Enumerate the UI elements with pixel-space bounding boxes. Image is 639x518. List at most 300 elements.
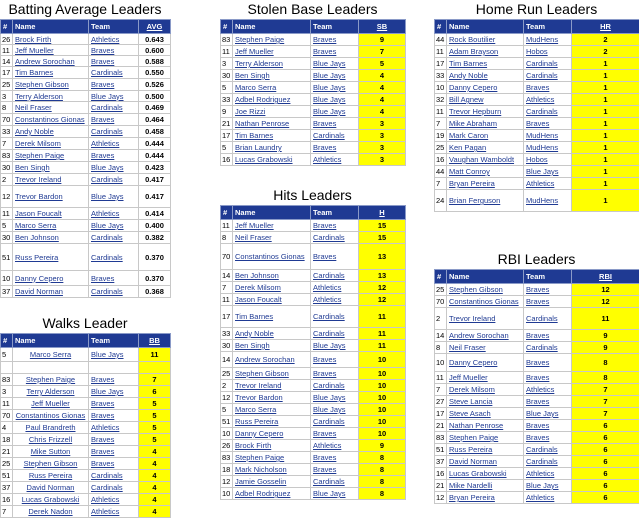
cell-team[interactable]: Athletics — [524, 178, 572, 190]
cell-name[interactable]: Terry Alderson — [13, 386, 89, 398]
table-row — [435, 118, 639, 130]
cell-team[interactable]: Braves — [524, 372, 572, 384]
cell-number: 10 — [435, 82, 447, 94]
cell-team[interactable]: Braves — [311, 244, 359, 270]
cell-team[interactable]: Braves — [311, 464, 359, 476]
cell-team[interactable]: Blue Jays — [311, 94, 359, 106]
column-header-team[interactable]: Team — [311, 206, 359, 220]
cell-team[interactable]: Braves — [524, 118, 572, 130]
column-header-name[interactable]: Name — [13, 20, 89, 34]
table-row — [1, 220, 171, 232]
cell-team[interactable]: Braves — [524, 432, 572, 444]
cell-name[interactable]: Constantinos Gionas — [13, 410, 89, 422]
cell-team[interactable]: Braves — [311, 46, 359, 58]
cell-name[interactable]: Bryan Pereira — [447, 492, 524, 504]
cell-name[interactable]: Mike Nardelli — [447, 480, 524, 492]
column-header-name[interactable]: Name — [13, 334, 89, 348]
cell-stat: 4 — [139, 482, 171, 494]
cell-stat: 0.414 — [139, 208, 171, 220]
cell-team[interactable]: Blue Jays — [89, 386, 139, 398]
cell-number: 25 — [435, 142, 447, 154]
cell-name[interactable]: Marco Serra — [233, 82, 311, 94]
cell-team[interactable]: Athletics — [311, 294, 359, 306]
cell-team[interactable]: Braves — [311, 220, 359, 232]
cell-name[interactable]: Mike Abraham — [447, 118, 524, 130]
cell-team[interactable]: Cardinals — [89, 126, 139, 138]
table-row — [1, 91, 171, 102]
column-header-team[interactable]: Team — [89, 334, 139, 348]
cell-team[interactable]: Braves — [311, 368, 359, 380]
cell-stat: 1 — [572, 106, 639, 118]
cell-name[interactable]: Nathan Penrose — [233, 118, 311, 130]
cell-name[interactable]: Lucas Grabowski — [233, 154, 311, 166]
cell-stat: 7 — [359, 46, 406, 58]
cell-team[interactable]: Blue Jays — [524, 480, 572, 492]
cell-team[interactable]: Braves — [89, 398, 139, 410]
column-header-number[interactable]: # — [221, 206, 233, 220]
cell-number: 25 — [221, 368, 233, 380]
cell-team[interactable]: Athletics — [524, 468, 572, 480]
cell-name[interactable]: Trevor Ireland — [233, 380, 311, 392]
cell-team[interactable]: Cardinals — [89, 470, 139, 482]
cell-name[interactable]: Andrew Sorochan — [13, 56, 89, 67]
cell-name[interactable]: Ben Johnson — [13, 232, 89, 244]
cell-team[interactable]: Braves — [524, 420, 572, 432]
cell-name[interactable]: Andrew Sorochan — [447, 330, 524, 342]
cell-team[interactable]: Braves — [311, 34, 359, 46]
cell-stat: 12 — [359, 294, 406, 306]
cell-team[interactable]: Blue Jays — [311, 340, 359, 352]
cell-team[interactable]: Braves — [311, 142, 359, 154]
cell-team[interactable]: Hobos — [524, 154, 572, 166]
cell-name[interactable]: Andy Noble — [233, 328, 311, 340]
table-row — [1, 410, 171, 422]
cell-name[interactable]: Russ Pereira — [13, 244, 89, 271]
cell-name[interactable]: Brock Firth — [13, 34, 89, 45]
table-row — [435, 456, 639, 468]
table-row — [1, 34, 171, 45]
cell-team[interactable]: Braves — [89, 114, 139, 126]
cell-team[interactable]: Athletics — [524, 94, 572, 106]
cell-name[interactable]: Jason Foucalt — [13, 208, 89, 220]
cell-name[interactable]: Stephen Gibson — [13, 458, 89, 470]
cell-name[interactable]: Lucas Grabowski — [13, 494, 89, 506]
cell-stat: 4 — [139, 458, 171, 470]
cell-name[interactable]: Ben Singh — [13, 162, 89, 174]
cell-team[interactable]: MudHens — [524, 142, 572, 154]
cell-team[interactable]: Braves — [524, 296, 572, 308]
cell-stat: 11 — [139, 348, 171, 362]
table-row — [1, 482, 171, 494]
cell-name[interactable]: Matt Conroy — [447, 166, 524, 178]
table-row — [221, 416, 406, 428]
cell-name[interactable]: Neil Fraser — [447, 342, 524, 354]
table-row — [1, 150, 171, 162]
cell-team[interactable]: Braves — [311, 452, 359, 464]
table-row — [221, 70, 406, 82]
cell-stat: 11 — [359, 340, 406, 352]
column-header-team[interactable]: Team — [524, 20, 572, 34]
cell-name[interactable]: Lucas Grabowski — [447, 468, 524, 480]
table-row — [435, 432, 639, 444]
cell-name[interactable]: Nathan Penrose — [447, 420, 524, 432]
cell-team[interactable]: Athletics — [311, 154, 359, 166]
cell-team[interactable]: Braves — [89, 374, 139, 386]
cell-name[interactable]: Stephen Paige — [233, 34, 311, 46]
table-row — [221, 46, 406, 58]
column-header-name[interactable]: Name — [447, 20, 524, 34]
cell-team[interactable]: Braves — [89, 45, 139, 56]
cell-name[interactable]: Neil Fraser — [13, 102, 89, 114]
column-header-name[interactable]: Name — [233, 206, 311, 220]
cell-team[interactable]: Blue Jays — [524, 166, 572, 178]
cell-team[interactable]: Braves — [89, 56, 139, 67]
cell-name[interactable]: Derek Nadon — [13, 506, 89, 518]
cell-team[interactable]: Cardinals — [311, 476, 359, 488]
cell-number: 83 — [1, 150, 13, 162]
cell-team[interactable]: Blue Jays — [311, 488, 359, 500]
cell-team[interactable]: Blue Jays — [89, 220, 139, 232]
cell-name[interactable]: Bill Agnew — [447, 94, 524, 106]
table-row — [221, 82, 406, 94]
column-header-number[interactable]: # — [435, 270, 447, 284]
cell-name[interactable]: Brock Firth — [233, 440, 311, 452]
cell-stat: 2 — [572, 46, 639, 58]
cell-name[interactable]: Stephen Gibson — [13, 79, 89, 91]
cell-number: 30 — [1, 162, 13, 174]
cell-team[interactable]: Braves — [311, 428, 359, 440]
cell-team[interactable]: Athletics — [89, 422, 139, 434]
cell-name[interactable]: Jeff Mueller — [13, 45, 89, 56]
cell-stat: 4 — [359, 82, 406, 94]
cell-team[interactable]: MudHens — [524, 190, 572, 212]
cell-stat: 9 — [572, 342, 639, 354]
cell-team[interactable]: Cardinals — [524, 58, 572, 70]
cell-name[interactable]: Jeff Mueller — [233, 220, 311, 232]
cell-name[interactable]: Trevor Ireland — [13, 174, 89, 186]
cell-team[interactable]: Cardinals — [311, 130, 359, 142]
cell-name[interactable]: Stephen Paige — [447, 432, 524, 444]
cell-team[interactable]: Blue Jays — [311, 70, 359, 82]
column-header-team[interactable]: Team — [311, 20, 359, 34]
cell-name[interactable]: Russ Pereira — [233, 416, 311, 428]
cell-team[interactable]: MudHens — [524, 130, 572, 142]
cell-stat: 4 — [359, 70, 406, 82]
cell-number: 12 — [221, 392, 233, 404]
cell-stat: 1 — [572, 82, 639, 94]
cell-name[interactable]: Marco Serra — [13, 220, 89, 232]
column-header-stat[interactable]: AVG — [139, 20, 171, 34]
cell-name[interactable]: Brian Laundry — [233, 142, 311, 154]
cell-name[interactable]: Ben Singh — [233, 70, 311, 82]
cell-stat: 7 — [572, 408, 639, 420]
cell-name[interactable]: Jeff Mueller — [13, 398, 89, 410]
table-row — [221, 270, 406, 282]
cell-name[interactable]: Derek Milsom — [233, 282, 311, 294]
cell-name[interactable]: Tim Barnes — [447, 58, 524, 70]
cell-name[interactable]: Ken Pagan — [447, 142, 524, 154]
cell-name[interactable]: Rock Boutilier — [447, 34, 524, 46]
table-row — [221, 118, 406, 130]
column-header-stat[interactable]: RBI — [572, 270, 639, 284]
cell-name[interactable]: Adam Brayson — [447, 46, 524, 58]
cell-number: 5 — [1, 348, 13, 362]
column-header-number[interactable]: # — [435, 20, 447, 34]
cell-stat: 6 — [572, 492, 639, 504]
cell-number: 8 — [435, 342, 447, 354]
cell-number: 11 — [435, 372, 447, 384]
cell-name[interactable]: Trevor Hepburn — [447, 106, 524, 118]
cell-team[interactable]: Cardinals — [524, 456, 572, 468]
cell-stat: 0.417 — [139, 186, 171, 208]
column-header-stat[interactable]: SB — [359, 20, 406, 34]
cell-number: 33 — [435, 70, 447, 82]
cell-team[interactable]: Braves — [89, 458, 139, 470]
cell-team[interactable]: Athletics — [89, 138, 139, 150]
column-header-stat[interactable]: BB — [139, 334, 171, 348]
cell-stat: 1 — [572, 142, 639, 154]
cell-name[interactable]: Terry Alderson — [13, 91, 89, 102]
cell-team[interactable]: Cardinals — [311, 380, 359, 392]
cell-team[interactable]: Braves — [89, 434, 139, 446]
cell-team[interactable]: Braves — [89, 410, 139, 422]
cell-name[interactable]: Russ Pereira — [447, 444, 524, 456]
cell-team[interactable]: Cardinals — [524, 106, 572, 118]
cell-team[interactable]: Braves — [311, 352, 359, 368]
cell-team[interactable]: Blue Jays — [89, 162, 139, 174]
cell-stat: 13 — [359, 244, 406, 270]
cell-stat: 5 — [139, 422, 171, 434]
cell-name[interactable]: Ben Johnson — [233, 270, 311, 282]
cell-name[interactable]: Tim Barnes — [13, 67, 89, 79]
cell-team[interactable]: Hobos — [524, 46, 572, 58]
cell-stat: 11 — [359, 306, 406, 328]
cell-name[interactable]: Vaughan Wamboldt — [447, 154, 524, 166]
cell-name[interactable]: David Norman — [13, 286, 89, 298]
cell-name[interactable]: Stephen Gibson — [447, 284, 524, 296]
cell-stat: 1 — [572, 130, 639, 142]
cell-name[interactable]: Jamie Gosselin — [233, 476, 311, 488]
cell-name[interactable]: Jason Foucalt — [233, 294, 311, 306]
cell-team[interactable]: Cardinals — [311, 232, 359, 244]
cell-name[interactable]: Andy Noble — [13, 126, 89, 138]
table-row — [435, 82, 639, 94]
cell-name[interactable]: Danny Cepero — [233, 428, 311, 440]
table-row — [1, 434, 171, 446]
cell-name[interactable]: Tim Barnes — [233, 306, 311, 328]
cell-name[interactable]: Danny Cepero — [13, 271, 89, 286]
cell-name[interactable]: Andrew Sorochan — [233, 352, 311, 368]
cell-team[interactable]: MudHens — [524, 34, 572, 46]
column-header-stat[interactable]: HR — [572, 20, 639, 34]
cell-name[interactable]: Steve Asach — [447, 408, 524, 420]
cell-number: 44 — [435, 34, 447, 46]
cell-name[interactable]: Marco Serra — [13, 348, 89, 362]
cell-name[interactable]: Constantinos Gionas — [13, 114, 89, 126]
cell-stat: 3 — [359, 142, 406, 154]
cell-name[interactable]: Joe Rizzi — [233, 106, 311, 118]
cell-team[interactable]: Blue Jays — [311, 82, 359, 94]
cell-team[interactable]: Braves — [89, 271, 139, 286]
cell-name[interactable]: Andy Noble — [447, 70, 524, 82]
cell-team[interactable]: Blue Jays — [311, 106, 359, 118]
cell-name[interactable]: Terry Alderson — [233, 58, 311, 70]
column-header-number[interactable]: # — [1, 20, 13, 34]
table-row — [435, 58, 639, 70]
cell-name[interactable]: Trevor Ireland — [447, 308, 524, 330]
cell-number: 17 — [435, 408, 447, 420]
cell-name[interactable]: Trevor Bardon — [13, 186, 89, 208]
cell-team[interactable]: Braves — [524, 284, 572, 296]
cell-name[interactable]: Ben Singh — [233, 340, 311, 352]
cell-team[interactable]: Cardinals — [89, 102, 139, 114]
table-row — [221, 380, 406, 392]
cell-team[interactable]: Blue Jays — [89, 186, 139, 208]
cell-name[interactable]: Stephen Paige — [13, 374, 89, 386]
walks-table — [0, 333, 171, 518]
cell-team[interactable]: Athletics — [89, 34, 139, 45]
cell-name[interactable]: Steve Lancia — [447, 396, 524, 408]
cell-team[interactable]: Braves — [524, 330, 572, 342]
walks-panel — [0, 314, 170, 508]
cell-team[interactable]: Braves — [89, 446, 139, 458]
cell-number: 10 — [1, 271, 13, 286]
cell-stat: 7 — [572, 396, 639, 408]
table-row — [435, 480, 639, 492]
cell-name[interactable]: Trevor Bardon — [233, 392, 311, 404]
cell-team[interactable]: Cardinals — [311, 306, 359, 328]
cell-stat: 10 — [359, 380, 406, 392]
cell-name[interactable]: Mark Nicholson — [233, 464, 311, 476]
cell-number: 8 — [1, 102, 13, 114]
cell-name[interactable]: Mike Sutton — [13, 446, 89, 458]
cell-stat: 5 — [139, 410, 171, 422]
cell-name[interactable]: Stephen Gibson — [233, 368, 311, 380]
cell-team[interactable]: Cardinals — [524, 444, 572, 456]
cell-name — [13, 362, 89, 374]
cell-name[interactable]: Mark Caron — [447, 130, 524, 142]
cell-name[interactable]: Neil Fraser — [233, 232, 311, 244]
cell-stat: 0.370 — [139, 244, 171, 271]
column-header-name[interactable]: Name — [447, 270, 524, 284]
cell-stat: 10 — [359, 368, 406, 380]
cell-team[interactable]: Cardinals — [89, 67, 139, 79]
table-row — [435, 154, 639, 166]
table-row — [221, 232, 406, 244]
column-header-team[interactable]: Team — [524, 270, 572, 284]
cell-team[interactable]: Blue Jays — [524, 408, 572, 420]
cell-team[interactable]: Cardinals — [89, 174, 139, 186]
cell-stat: 4 — [139, 446, 171, 458]
cell-name[interactable]: Derek Milsom — [13, 138, 89, 150]
cell-team[interactable]: Athletics — [89, 208, 139, 220]
cell-team[interactable]: Blue Jays — [311, 392, 359, 404]
cell-number: 2 — [435, 308, 447, 330]
cell-team[interactable]: Cardinals — [311, 416, 359, 428]
cell-number: 33 — [1, 126, 13, 138]
column-header-stat[interactable]: H — [359, 206, 406, 220]
cell-team[interactable]: Cardinals — [89, 286, 139, 298]
cell-name[interactable]: Brian Ferguson — [447, 190, 524, 212]
cell-name[interactable]: Stephen Paige — [233, 452, 311, 464]
cell-name[interactable]: Bryan Pereira — [447, 178, 524, 190]
cell-name[interactable]: Jeff Mueller — [233, 46, 311, 58]
cell-name[interactable]: Constantinos Gionas — [233, 244, 311, 270]
cell-team[interactable]: Blue Jays — [89, 91, 139, 102]
cell-name[interactable]: David Norman — [13, 482, 89, 494]
cell-name[interactable]: Jeff Mueller — [447, 372, 524, 384]
cell-team[interactable]: Cardinals — [524, 308, 572, 330]
cell-team[interactable]: Braves — [89, 79, 139, 91]
cell-team[interactable]: Athletics — [89, 494, 139, 506]
cell-stat: 11 — [359, 328, 406, 340]
table-row — [1, 232, 171, 244]
cell-team[interactable]: Braves — [524, 354, 572, 372]
column-header-number[interactable]: # — [1, 334, 13, 348]
cell-name[interactable]: Tim Barnes — [233, 130, 311, 142]
cell-stat: 4 — [139, 470, 171, 482]
stolen-base-panel — [220, 0, 405, 162]
cell-name[interactable]: Adbel Rodriguez — [233, 94, 311, 106]
column-header-number[interactable]: # — [221, 20, 233, 34]
cell-name[interactable]: Danny Cepero — [447, 82, 524, 94]
table-row — [1, 348, 171, 362]
cell-name[interactable]: Danny Cepero — [447, 354, 524, 372]
table-row — [1, 138, 171, 150]
cell-name[interactable]: Derek Milsom — [447, 384, 524, 396]
cell-name[interactable]: Adbel Rodriguez — [233, 488, 311, 500]
cell-stat: 8 — [359, 488, 406, 500]
cell-stat: 6 — [572, 432, 639, 444]
cell-number: 8 — [221, 232, 233, 244]
cell-team[interactable]: Braves — [524, 82, 572, 94]
hits-title: Hits Leaders — [220, 186, 405, 205]
cell-stat: 15 — [359, 220, 406, 232]
cell-team[interactable]: Athletics — [524, 492, 572, 504]
cell-name[interactable]: Paul Brandreth — [13, 422, 89, 434]
cell-number — [1, 362, 13, 374]
cell-number: 83 — [1, 374, 13, 386]
cell-team[interactable]: Cardinals — [89, 482, 139, 494]
cell-team[interactable]: Cardinals — [524, 342, 572, 354]
cell-stat: 10 — [359, 428, 406, 440]
cell-team[interactable]: Athletics — [311, 282, 359, 294]
cell-name[interactable]: David Norman — [447, 456, 524, 468]
cell-team[interactable]: Cardinals — [89, 232, 139, 244]
cell-team[interactable]: Cardinals — [524, 70, 572, 82]
cell-team[interactable]: Cardinals — [311, 270, 359, 282]
cell-name[interactable]: Stephen Paige — [13, 150, 89, 162]
cell-team[interactable]: Athletics — [89, 506, 139, 518]
column-header-team[interactable]: Team — [89, 20, 139, 34]
cell-team[interactable]: Blue Jays — [311, 58, 359, 70]
cell-team[interactable]: Athletics — [311, 440, 359, 452]
cell-team[interactable]: Braves — [311, 118, 359, 130]
cell-name[interactable]: Marco Serra — [233, 404, 311, 416]
column-header-name[interactable]: Name — [233, 20, 311, 34]
cell-number: 24 — [435, 190, 447, 212]
cell-name[interactable]: Chris Frizzell — [13, 434, 89, 446]
cell-team[interactable]: Cardinals — [311, 328, 359, 340]
cell-team[interactable]: Cardinals — [89, 244, 139, 271]
cell-team[interactable]: Braves — [89, 150, 139, 162]
cell-team[interactable]: Blue Jays — [89, 348, 139, 362]
cell-name[interactable]: Russ Pereira — [13, 470, 89, 482]
cell-team[interactable]: Braves — [524, 396, 572, 408]
cell-name[interactable]: Constantinos Gionas — [447, 296, 524, 308]
cell-team[interactable]: Blue Jays — [311, 404, 359, 416]
cell-team[interactable]: Athletics — [524, 384, 572, 396]
